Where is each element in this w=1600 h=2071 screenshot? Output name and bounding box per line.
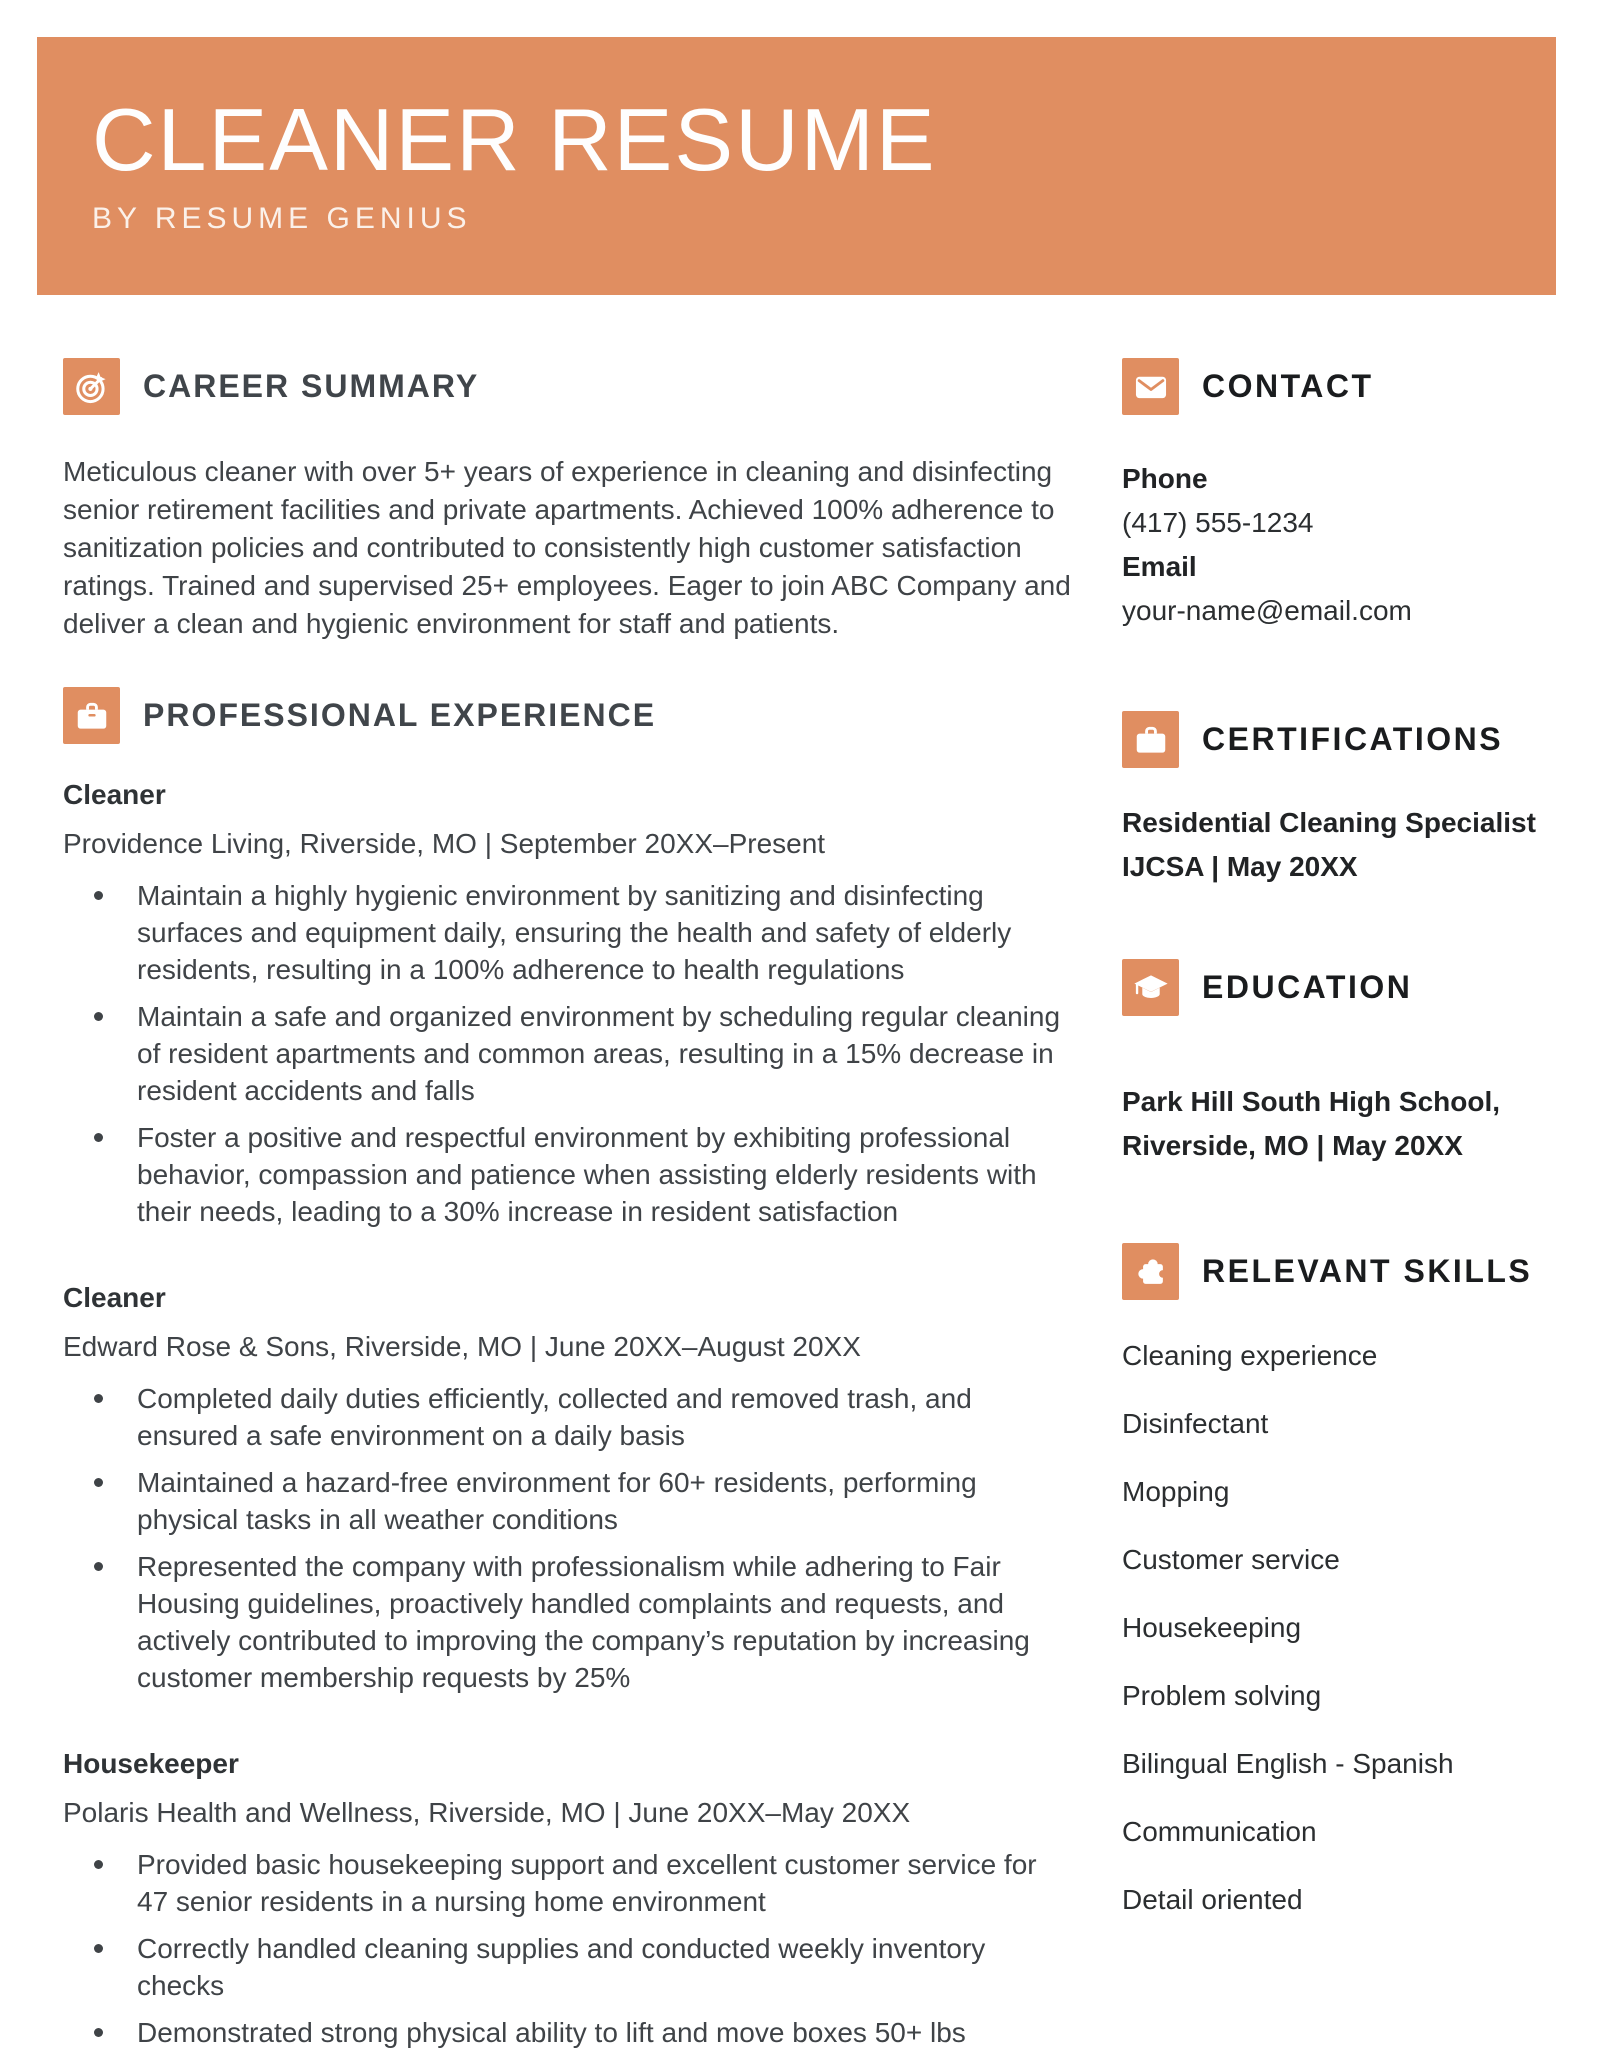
- job-bullet-list: [63, 1380, 1078, 1696]
- document-subtitle: BY RESUME GENIUS: [92, 202, 472, 235]
- job-bullet: Maintain a safe and organized environment by scheduling regular cleaning of resident apartments and common areas, resulting in a 15% decrease in resident accidents and falls: [63, 998, 1073, 1109]
- experience-header: [63, 687, 1078, 744]
- skill-item: Communication: [1122, 1816, 1317, 1847]
- school-location-date: Riverside, MO | May 20XX: [1122, 1130, 1463, 1161]
- job-entry: [63, 1746, 1078, 2051]
- job-bullet: Completed daily duties efficiently, collected and removed trash, and ensured a safe environment on a daily basis: [63, 1380, 1073, 1454]
- contact-section: [1122, 358, 1560, 633]
- job-company-dates: Edward Rose & Sons, Riverside, MO | June 20XX–August 20XX: [63, 1331, 861, 1362]
- school-name: Park Hill South High School,: [1122, 1086, 1501, 1117]
- career-summary-section: [63, 358, 1078, 643]
- job-bullet: Maintained a hazard-free environment for 60+ residents, performing physical tasks in all weather conditions: [63, 1464, 1073, 1538]
- job-title: Cleaner: [63, 779, 166, 810]
- job-company-dates: Polaris Health and Wellness, Riverside, MO | June 20XX–May 20XX: [63, 1797, 911, 1828]
- job-title: Cleaner: [63, 1282, 166, 1313]
- skills-title: RELEVANT SKILLS: [1202, 1253, 1533, 1289]
- briefcase-icon: [63, 687, 120, 744]
- puzzle-icon: [1122, 1243, 1179, 1300]
- document-title: CLEANER RESUME: [92, 90, 937, 189]
- job-bullet: Demonstrated strong physical ability to lift and move boxes 50+ lbs: [63, 2014, 1073, 2051]
- career-summary-title: CAREER SUMMARY: [143, 368, 480, 404]
- skill-item: Disinfectant: [1122, 1408, 1269, 1439]
- job-bullet-list: [63, 877, 1078, 1230]
- job-bullet: Foster a positive and respectful environment by exhibiting professional behavior, compassion and patience when assisting elderly residents with their needs, leading to a 30% increase in resident satisfaction: [63, 1119, 1073, 1230]
- contact-title: CONTACT: [1202, 368, 1374, 404]
- skill-item: Cleaning experience: [1122, 1340, 1378, 1371]
- email-label: Email: [1122, 551, 1197, 582]
- skill-item: Detail oriented: [1122, 1884, 1303, 1915]
- certifications-title: CERTIFICATIONS: [1202, 721, 1504, 757]
- job-title: Housekeeper: [63, 1748, 239, 1779]
- skills-header: [1122, 1243, 1560, 1300]
- certifications-header: [1122, 711, 1560, 768]
- skill-item: Problem solving: [1122, 1680, 1322, 1711]
- experience-section: [63, 687, 1078, 2051]
- phone-label: Phone: [1122, 463, 1208, 494]
- skill-item: Bilingual English - Spanish: [1122, 1748, 1454, 1779]
- certification-name: Residential Cleaning Specialist: [1122, 807, 1536, 838]
- certification-issuer-date: IJCSA | May 20XX: [1122, 851, 1358, 882]
- contact-header: [1122, 358, 1560, 415]
- briefcase-icon: [1122, 711, 1179, 768]
- job-bullet: Provided basic housekeeping support and excellent customer service for 47 senior residents in a nursing home environment: [63, 1846, 1073, 1920]
- education-section: [1122, 959, 1560, 1168]
- job-bullet: Maintain a highly hygienic environment by sanitizing and disinfecting surfaces and equipment daily, ensuring the health and safety of elderly residents, resulting in a 100% adherence to health regulations: [63, 877, 1073, 988]
- phone-value: (417) 555-1234: [1122, 507, 1314, 538]
- job-company-dates: Providence Living, Riverside, MO | September 20XX–Present: [63, 828, 826, 859]
- job-bullet-list: [63, 1846, 1078, 2051]
- right-column: [1122, 358, 1560, 2051]
- job-entry: [63, 777, 1078, 1230]
- target-dart-icon: [63, 358, 120, 415]
- graduation-cap-icon: [1122, 959, 1179, 1016]
- content-columns: [0, 295, 1600, 2051]
- certifications-section: [1122, 711, 1560, 889]
- job-bullet: Correctly handled cleaning supplies and conducted weekly inventory checks: [63, 1930, 1073, 2004]
- skills-list: [1122, 1342, 1560, 1914]
- left-column: [63, 358, 1078, 2051]
- experience-title: PROFESSIONAL EXPERIENCE: [143, 697, 657, 733]
- email-value: your-name@email.com: [1122, 595, 1412, 626]
- education-entry: [1122, 1080, 1560, 1168]
- job-bullet: Represented the company with professionalism while adhering to Fair Housing guidelines, proactively handled complaints and requests, and actively contributed to improving the company’s reputation by increasing customer membership requests by 25%: [63, 1548, 1073, 1696]
- skill-item: Customer service: [1122, 1544, 1340, 1575]
- career-summary-header: [63, 358, 1078, 415]
- job-entry: [63, 1280, 1078, 1696]
- envelope-icon: [1122, 358, 1179, 415]
- education-title: EDUCATION: [1202, 969, 1413, 1005]
- career-summary-text: Meticulous cleaner with over 5+ years of experience in cleaning and disinfecting senior retirement facilities and private apartments. Achieved 100% adherence to sanitization policies and contributed to consistently high customer satisfaction ratings. Trained and supervised 25+ employees. Eager to join ABC Company and deliver a clean and hygienic environment for staff and patients.: [63, 456, 1071, 639]
- header-banner: [37, 37, 1556, 295]
- skill-item: Housekeeping: [1122, 1612, 1302, 1643]
- contact-body: [1122, 457, 1560, 633]
- education-header: [1122, 959, 1560, 1016]
- skill-item: Mopping: [1122, 1476, 1230, 1507]
- certification-entry: [1122, 801, 1560, 889]
- skills-section: [1122, 1243, 1560, 1914]
